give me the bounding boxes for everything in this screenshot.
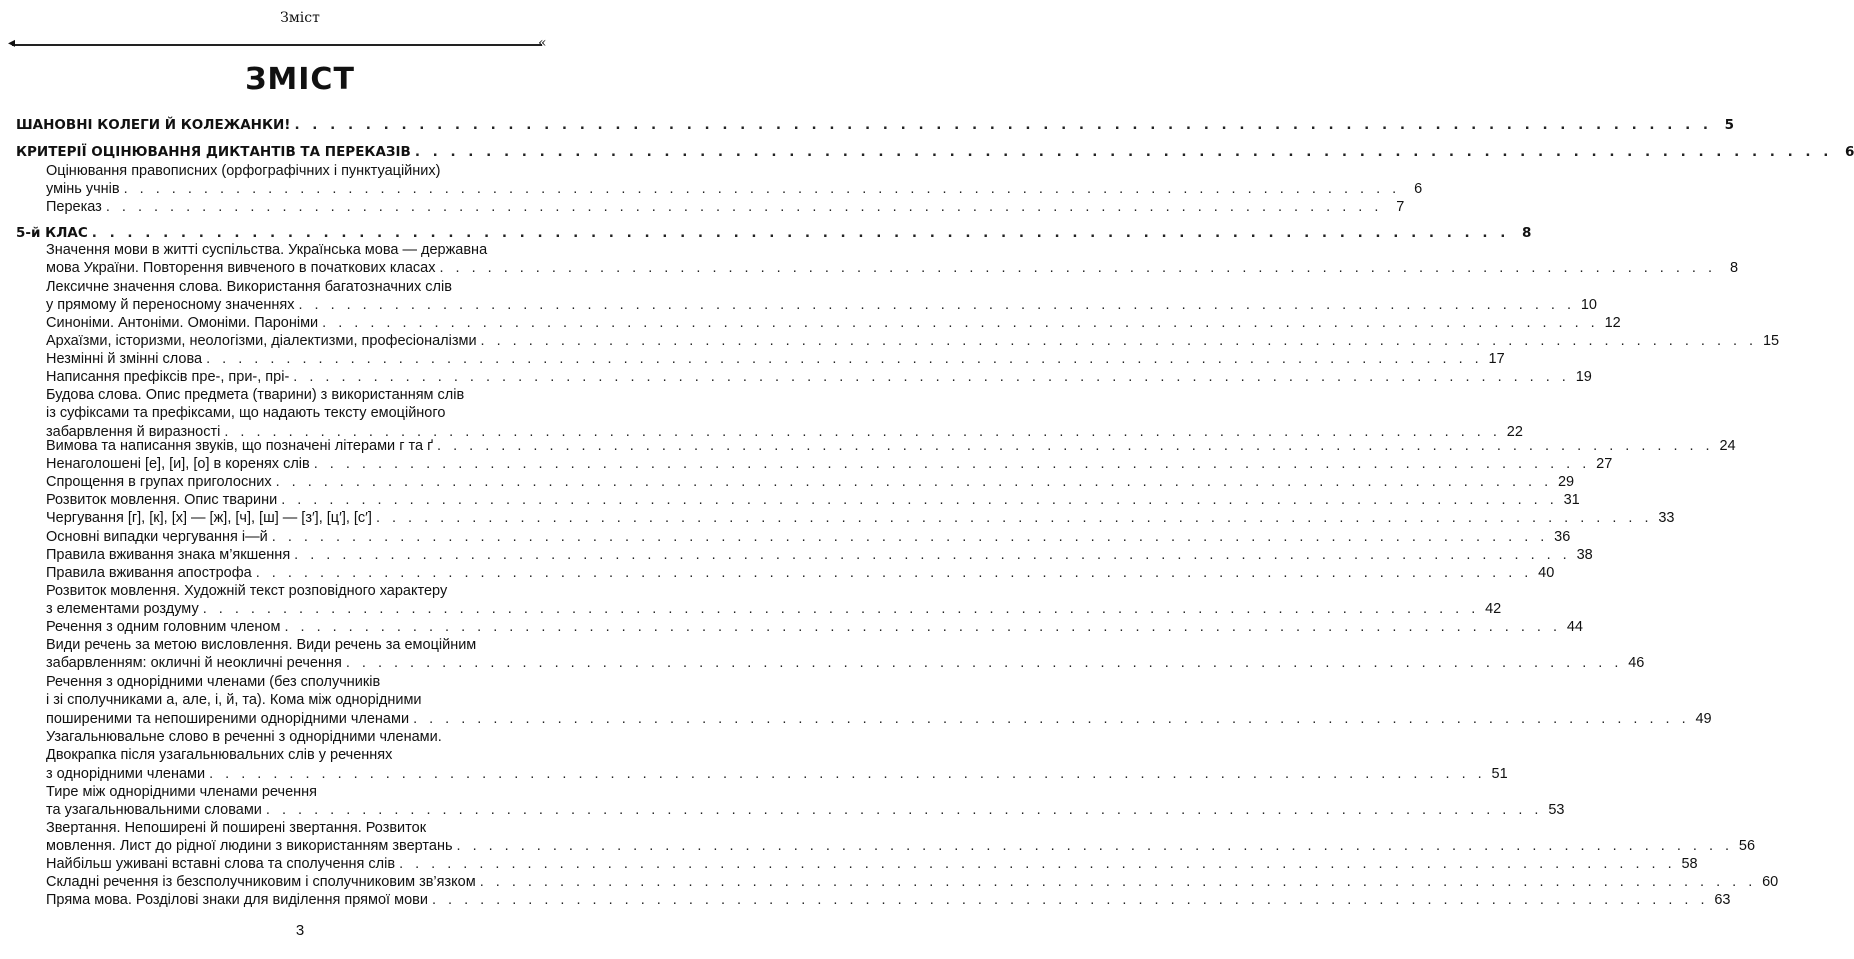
toc-entry-line	[46, 473, 1575, 491]
toc-section-line	[16, 224, 1532, 242]
toc-dot-leader: . . . . . . . . . . . . . . . . . . . . . . . . . . . . . . . . . . . . . . . . . . . . . . . . . . . . . . . . . . . . . . . . . . . . . . . . . . . . . . . .	[275, 474, 1553, 490]
toc-entry-text: та узагальнювальними словами	[46, 802, 262, 819]
toc-page-number: 63	[1714, 892, 1731, 908]
toc-entry-text: Будова слова. Опис предмета (тварини) з використанням слів	[46, 387, 465, 403]
toc-page-number: 42	[1485, 601, 1502, 618]
page-title: ЗМІСТ	[245, 62, 355, 97]
toc-entry-line	[46, 582, 548, 600]
toc-page-number: 51	[1491, 765, 1508, 782]
toc-entry-text: із суфіксами та префіксами, що надають тексту емоційного	[46, 405, 446, 422]
toc-dot-leader: . . . . . . . . . . . . . . . . . . . . . . . . . . . . . . . . . . . . . . . . . . . . . . . . . . . . . . . . . . . . . . . . . . . . . . . . . . . . . . . .	[313, 456, 1591, 472]
toc-dot-leader: . . . . . . . . . . . . . . . . . . . . . . . . . . . . . . . . . . . . . . . . . . . . . . . . . . . . . . . . . . . . . . . . . . . . . . . . . . . . . . . .	[375, 510, 1653, 526]
toc-dot-leader: . . . . . . . . . . . . . . . . . . . . . . . . . . . . . . . . . . . . . . . . . . . . . . . . . . . . . . . . . . . . . . . . . . . . . . . . . . . . . . . .	[105, 199, 1383, 215]
toc-page-number: 8	[1729, 260, 1739, 277]
toc-page-number: 38	[1576, 547, 1593, 563]
toc-entry-line	[46, 891, 1731, 909]
toc-entry-text: Правила вживання апострофа	[46, 565, 252, 581]
toc-page-number: 22	[1506, 423, 1523, 440]
toc-dot-leader: . . . . . . . . . . . . . . . . . . . . . . . . . . . . . . . . . . . . . . . . . . . . . . . . . . . . . . . . . . . . . . . . . . . . . . . . . . . . . . . .	[399, 856, 1676, 872]
toc-entry-text: мовлення. Лист до рідної людини з використанням звертань	[46, 838, 453, 855]
toc-page-number: 36	[1554, 529, 1571, 545]
toc-entry-line	[46, 654, 1645, 672]
toc-entry-text: Тире між однорідними членами речення	[46, 784, 318, 800]
toc-entry-line	[46, 259, 1739, 277]
toc-page-number: 6	[1414, 181, 1423, 198]
toc-entry-line	[46, 837, 1756, 855]
toc-page-number: 29	[1557, 474, 1575, 490]
toc-entry-text: Чергування [г], [к], [х] — [ж], [ч], [ш] — [з′], [ц′], [с′]	[46, 510, 372, 526]
toc-dot-leader: . . . . . . . . . . . . . . . . . . . . . . . . . . . . . . . . . . . . . . . . . . . . . . . . . . . . . . . . . . . . . . . . . . . . . . . . . . . . . . . .	[345, 655, 1623, 672]
toc-entry-line	[46, 368, 1592, 386]
toc-dot-leader: . . . . . . . . . . . . . . . . . . . . . . . . . . . . . . . . . . . . . . . . . . . . . . . . . . . . . . . . . . . . . . . . . . . . . . . . . . . . . . . .	[439, 260, 1717, 277]
toc-section-line	[16, 143, 1854, 161]
toc-dot-leader: . . . . . . . . . . . . . . . . . . . . . . . . . . . . . . . . . . . . . . . . . . . . . . . . . . . . . . . . . . . . . . . . . . . . . . . . . . . . . . . .	[298, 297, 1575, 314]
toc-entry-text: Архаїзми, історизми, неологізми, діалектизми, професіоналізми	[46, 333, 477, 349]
toc-entry-text: КРИТЕРІЇ ОЦІНЮВАННЯ ДИКТАНТІВ ТА ПЕРЕКАЗІВ	[16, 144, 411, 160]
toc-entry-line	[46, 404, 548, 422]
toc-entry-text: Види речень за метою висловлення. Види речень за емоційним	[46, 637, 477, 653]
toc-entry-text: забарвленням: окличні й неокличні речення	[46, 655, 342, 672]
toc-dot-leader: . . . . . . . . . . . . . . . . . . . . . . . . . . . . . . . . . . . . . . . . . . . . . . . . . . . . . . . . . . . . . . . . . . . . . . . . . . . . . . . .	[413, 710, 1690, 727]
toc-entry-text: поширеними та непоширеними однорідними членами	[46, 710, 410, 727]
rule-right-ornament: «	[538, 35, 547, 51]
toc-entry-text: Оцінювання правописних (орфографічних і пунктуаційних)	[46, 163, 441, 179]
toc-entry-line	[46, 765, 1508, 783]
toc-page-number: 12	[1604, 315, 1621, 331]
toc-entry-line	[46, 600, 1502, 618]
toc-entry-text: Складні речення із безсполучниковим і сполучниковим зв’язком	[46, 874, 476, 890]
toc-page-number: 56	[1738, 838, 1756, 855]
toc-page-number: 5	[1724, 117, 1735, 133]
toc-dot-leader: . . . . . . . . . . . . . . . . . . . . . . . . . . . . . . . . . . . . . . . . . . . . . . . . . . . . . . . . . . . . . . . . . . . . . . . . . . . . . . . .	[202, 601, 1480, 618]
toc-page-number: 6	[1844, 144, 1854, 160]
toc-entry-line	[46, 455, 1613, 473]
toc-entry-text: Лексичне значення слова. Використання багатозначних слів	[46, 279, 452, 295]
toc-entry-text: Розвиток мовлення. Художній текст розповідного характеру	[46, 583, 448, 599]
toc-entry-text: Речення з однорідними членами (без сполучників	[46, 674, 381, 690]
toc-page-number: 33	[1658, 510, 1675, 526]
toc-entry-text: забарвлення й виразності	[46, 423, 221, 440]
toc-entry-line	[46, 491, 1580, 509]
toc-entry-text: Двокрапка після узагальнювальних слів у реченнях	[46, 747, 393, 764]
toc-dot-leader: . . . . . . . . . . . . . . . . . . . . . . . . . . . . . . . . . . . . . . . . . . . . . . . . . . . . . . . . . . . . . . . . . . . . . . . . . . . . . . . .	[206, 351, 1483, 367]
toc-page-number: 46	[1628, 655, 1645, 672]
toc-entry-line	[46, 673, 548, 691]
running-header: Зміст	[280, 10, 320, 26]
toc-entry-text: з елементами роздуму	[46, 601, 199, 618]
toc-dot-leader: . . . . . . . . . . . . . . . . . . . . . . . . . . . . . . . . . . . . . . . . . . . . . . . . . . . . . . . . . . . . . . . . . . . . . . . . . . . . . . . .	[479, 874, 1757, 890]
toc-entry-text: Найбільш уживані вставні слова та сполучення слів	[46, 856, 396, 872]
toc-entry-text: Звертання. Непоширені й поширені звертання. Розвиток	[46, 820, 427, 836]
toc-entry-text: мова України. Повторення вивченого в початкових класах	[46, 260, 436, 277]
toc-entry-line	[46, 728, 548, 746]
toc-dot-leader: . . . . . . . . . . . . . . . . . . . . . . . . . . . . . . . . . . . . . . . . . . . . . . . . . . . . . . . . . . . . . . . . . . . . . . . . . . . . . . . .	[437, 438, 1714, 454]
toc-entry-line	[46, 528, 1571, 546]
toc-page-number: 58	[1681, 856, 1698, 872]
toc-entry-line	[46, 746, 548, 764]
toc-page-number: 60	[1762, 874, 1779, 890]
toc-entry-text: умінь учнів	[46, 181, 120, 198]
toc-entry-line	[46, 386, 548, 404]
toc-entry-line	[46, 564, 1555, 582]
toc-entry-text: Речення з одним головним членом	[46, 619, 281, 635]
toc-entry-text: Основні випадки чергування і—й	[46, 529, 268, 545]
toc-entry-text: і зі сполучниками а, але, і, й, та). Кома між однорідними	[46, 692, 422, 709]
toc-page-number: 8	[1521, 225, 1532, 241]
toc-dot-leader: . . . . . . . . . . . . . . . . . . . . . . . . . . . . . . . . . . . . . . . . . . . . . . . . . . . . . . . . . . . . . . . . . . . . . . . . . . . . . . . .	[322, 315, 1599, 331]
toc-entry-text: Спрощення в групах приголосних	[46, 474, 272, 490]
toc-entry-text: 5-й КЛАС	[16, 225, 88, 241]
toc-entry-text: Значення мови в житті суспільства. Українська мова — державна	[46, 242, 488, 258]
toc-entry-line	[46, 546, 1593, 564]
toc-dot-leader: . . . . . . . . . . . . . . . . . . . . . . . . . . . . . . . . . . . . . . . . . . . . . . . . . . . . . . . . . . . . . . . . . . . . . . . . . . . . . . . .	[123, 181, 1401, 198]
toc-entry-line	[46, 691, 548, 709]
toc-dot-leader: . . . . . . . . . . . . . . . . . . . . . . . . . . . . . . . . . . . . . . . . . . . . . . . . . . . . . . . . . . . . . . . . . . . . . . . . . . . . . . . .	[456, 838, 1734, 855]
toc-dot-leader: . . . . . . . . . . . . . . . . . . . . . . . . . . . . . . . . . . . . . . . . . . . . . . . . . . . . . . . . . . . . . . . . . . . . . . . . . . . . . . . .	[224, 423, 1501, 440]
toc-entry-line	[46, 180, 1423, 198]
toc-entry-text: Незмінні й змінні слова	[46, 351, 203, 367]
toc-page-number: 44	[1566, 619, 1583, 635]
toc-entry-text: Розвиток мовлення. Опис тварини	[46, 492, 278, 508]
toc-page-number: 40	[1538, 565, 1555, 581]
toc-dot-leader: . . . . . . . . . . . . . . . . . . . . . . . . . . . . . . . . . . . . . . . . . . . . . . . . . . . . . . . . . . . . . . . . . . . . . . . . . . . . . . . .	[294, 547, 1571, 563]
toc-dot-leader: . . . . . . . . . . . . . . . . . . . . . . . . . . . . . . . . . . . . . . . . . . . . . . . . . . . . . . . . . . . . . . . . . . . . . . . . . . . . . . . .	[480, 333, 1758, 349]
toc-page-number: 10	[1580, 297, 1597, 314]
toc-entry-text: Переказ	[46, 199, 102, 215]
toc-entry-line	[46, 783, 548, 801]
toc-page-number: 31	[1563, 492, 1580, 508]
toc-page-number: 24	[1719, 438, 1736, 454]
toc-entry-line	[46, 710, 1712, 728]
toc-entry-text: Написання префіксів пре-, при-, прі-	[46, 369, 290, 385]
toc-dot-leader: . . . . . . . . . . . . . . . . . . . . . . . . . . . . . . . . . . . . . . . . . . . . . . . . . . . . . . . . . . . . . . . . . . . . . . . . . . . . . . . .	[255, 565, 1533, 581]
toc-dot-leader: . . . . . . . . . . . . . . . . . . . . . . . . . . . . . . . . . . . . . . . . . . . . . . . . . . . . . . . . . . . . . . . . . . . . . . . . . . . . . . . .	[265, 802, 1543, 819]
toc-page-number: 17	[1488, 351, 1505, 367]
toc-entry-line	[46, 296, 1597, 314]
toc-entry-line	[46, 636, 548, 654]
toc-dot-leader: . . . . . . . . . . . . . . . . . . . . . . . . . . . . . . . . . . . . . . . . . . . . . . . . . . . . . . . . . . . . . . . . . . . . . . . . . . . . . . . .	[293, 369, 1570, 385]
toc-dot-leader: . . . . . . . . . . . . . . . . . . . . . . . . . . . . . . . . . . . . . . . . . . . . . . . . . . . . . . . . . . . . . . . . . . . . . . . . . . . . . . . .	[294, 117, 1713, 133]
toc-dot-leader: . . . . . . . . . . . . . . . . . . . . . . . . . . . . . . . . . . . . . . . . . . . . . . . . . . . . . . . . . . . . . . . . . . . . . . . . . . . . . . . .	[209, 765, 1486, 782]
toc-entry-text: у прямому й переносному значеннях	[46, 297, 295, 314]
toc-page-number: 15	[1762, 333, 1780, 349]
toc-entry-line	[46, 241, 548, 259]
toc-dot-leader: . . . . . . . . . . . . . . . . . . . . . . . . . . . . . . . . . . . . . . . . . . . . . . . . . . . . . . . . . . . . . . . . . . . . . . . . . . . . . . . .	[431, 892, 1709, 908]
toc-entry-text: Ненаголошені [е], [и], [о] в коренях слів	[46, 456, 310, 472]
toc-section-line	[16, 116, 1735, 134]
toc-entry-line	[46, 801, 1565, 819]
toc-entry-text: Узагальнювальне слово в реченні з однорідними членами.	[46, 729, 442, 745]
toc-entry-line	[46, 162, 548, 180]
toc-page-number: 19	[1575, 369, 1592, 385]
toc-entry-line	[46, 350, 1505, 368]
toc-entry-line	[46, 278, 548, 296]
toc-dot-leader: . . . . . . . . . . . . . . . . . . . . . . . . . . . . . . . . . . . . . . . . . . . . . . . . . . . . . . . . . . . . . . . . . . . . . . . . . . . . . . . .	[91, 225, 1510, 241]
toc-entry-line	[46, 332, 1780, 350]
toc-dot-leader: . . . . . . . . . . . . . . . . . . . . . . . . . . . . . . . . . . . . . . . . . . . . . . . . . . . . . . . . . . . . . . . . . . . . . . . . . . . . . . . .	[271, 529, 1549, 545]
toc-dot-leader: . . . . . . . . . . . . . . . . . . . . . . . . . . . . . . . . . . . . . . . . . . . . . . . . . . . . . . . . . . . . . . . . . . . . . . . . . . . . . . . .	[414, 144, 1833, 160]
toc-entry-line	[46, 314, 1621, 332]
rule-left-ornament: ◂	[8, 35, 16, 51]
toc-entry-text: ШАНОВНІ КОЛЕГИ Й КОЛЕЖАНКИ!	[16, 117, 291, 133]
toc-entry-line	[46, 198, 1405, 216]
toc-dot-leader: . . . . . . . . . . . . . . . . . . . . . . . . . . . . . . . . . . . . . . . . . . . . . . . . . . . . . . . . . . . . . . . . . . . . . . . . . . . . . . . .	[281, 492, 1558, 508]
toc-entry-line	[46, 509, 1675, 527]
page-number: 3	[295, 922, 305, 939]
toc-entry-text: Вимова та написання звуків, що позначені літерами г та ґ	[46, 438, 434, 454]
toc-page-number: 7	[1396, 199, 1405, 215]
toc-entry-text: з однорідними членами	[46, 765, 206, 782]
toc-entry-text: Синоніми. Антоніми. Омоніми. Пароніми	[46, 315, 319, 331]
toc-entry-line	[46, 855, 1698, 873]
toc-page-number: 27	[1596, 456, 1613, 472]
toc-entry-text: Правила вживання знака м’якшення	[46, 547, 291, 563]
toc-dot-leader: . . . . . . . . . . . . . . . . . . . . . . . . . . . . . . . . . . . . . . . . . . . . . . . . . . . . . . . . . . . . . . . . . . . . . . . . . . . . . . . .	[284, 619, 1561, 635]
toc-entry-line	[46, 437, 1736, 455]
toc-page-number: 49	[1695, 710, 1712, 727]
toc-entry-line	[46, 618, 1583, 636]
toc-page-number: 53	[1548, 802, 1565, 819]
toc-entry-line	[46, 819, 548, 837]
toc-entry-line	[46, 873, 1779, 891]
toc-entry-text: Пряма мова. Розділові знаки для виділення прямої мови	[46, 892, 428, 908]
